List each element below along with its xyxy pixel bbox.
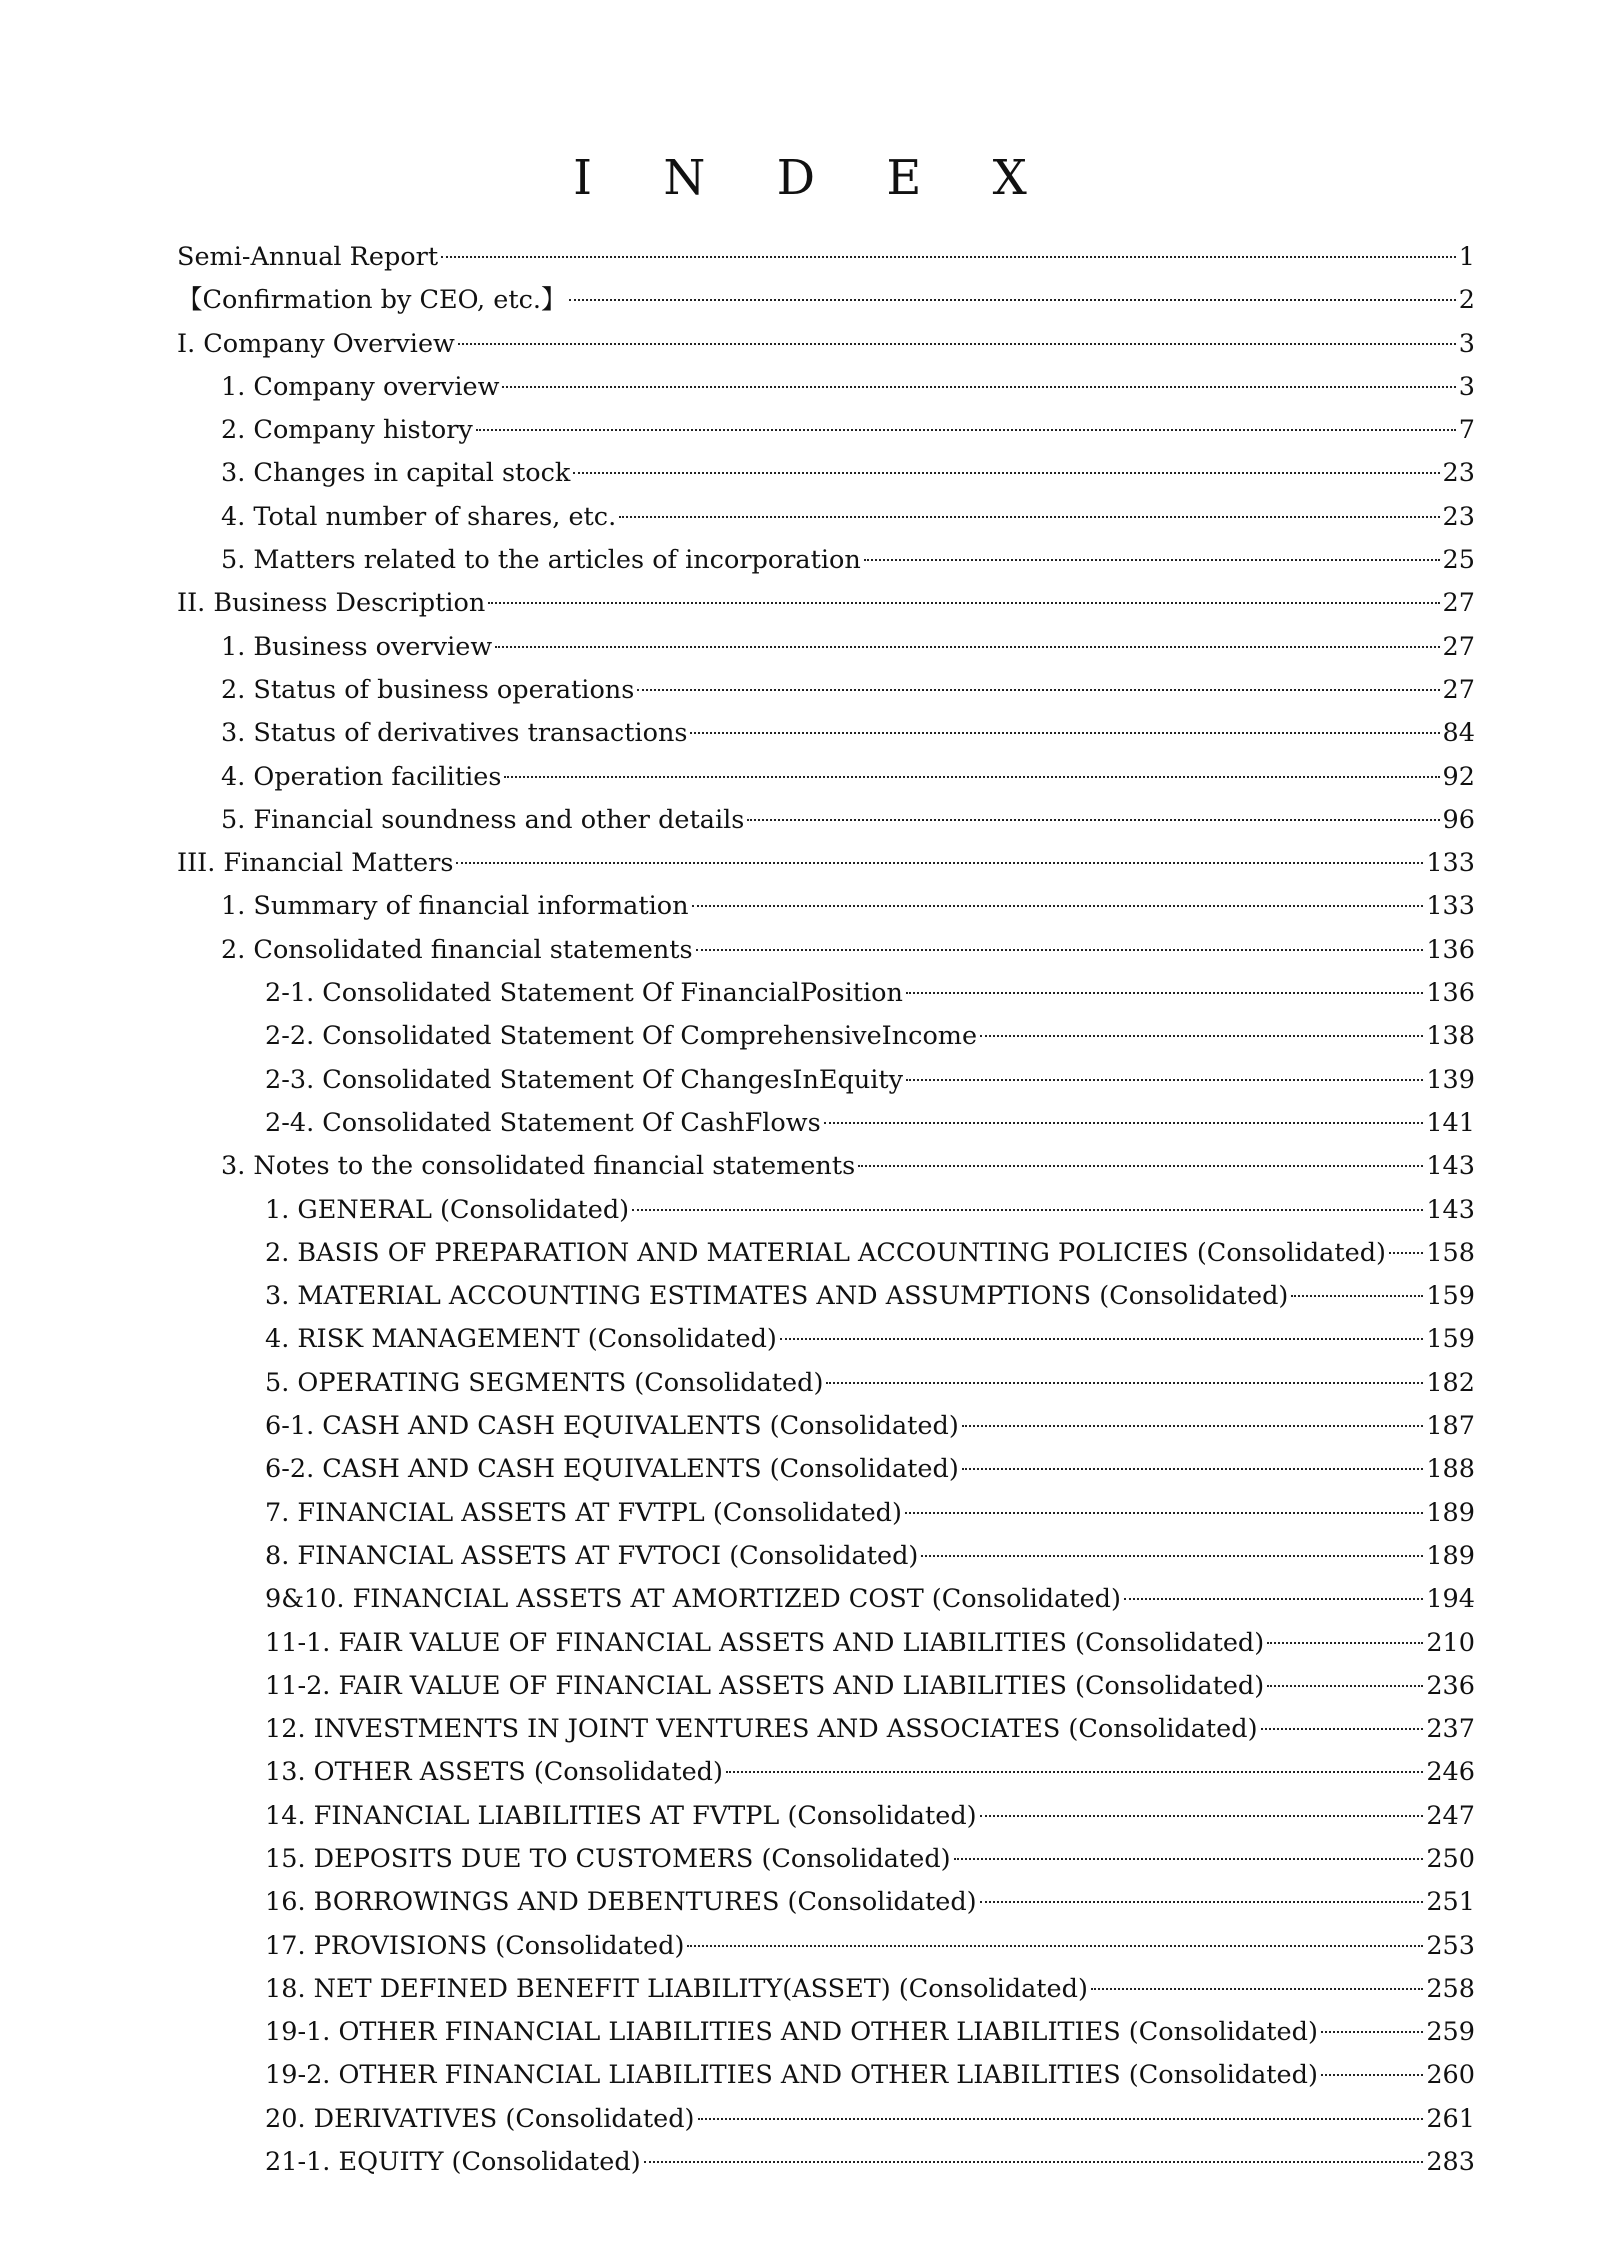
toc-page-number: 283 [1426, 2147, 1475, 2178]
toc-entry[interactable] [177, 496, 1475, 539]
toc-entry[interactable] [177, 1448, 1475, 1491]
toc-entry-label: 2-2. Consolidated Statement Of ComprehensiveIncome [265, 1021, 978, 1052]
toc-page-number: 194 [1426, 1584, 1475, 1615]
toc-page-number: 189 [1426, 1497, 1475, 1528]
toc-page-number: 210 [1426, 1627, 1475, 1658]
toc-page-number: 2 [1458, 285, 1475, 316]
toc-page-number: 143 [1426, 1194, 1475, 1225]
toc-dot-leader [573, 472, 1439, 474]
toc-dot-leader [696, 949, 1424, 951]
toc-entry-label: 2-1. Consolidated Statement Of FinancialPosition [265, 978, 903, 1009]
toc-dot-leader [864, 559, 1440, 561]
toc-entry[interactable] [177, 1838, 1475, 1881]
toc-entry[interactable] [177, 2054, 1475, 2097]
toc-dot-leader [1321, 2074, 1423, 2076]
toc-entry[interactable] [177, 2098, 1475, 2141]
toc-dot-leader [632, 1209, 1423, 1211]
toc-dot-leader [962, 1425, 1424, 1427]
toc-page-number: 236 [1426, 1670, 1475, 1701]
toc-dot-leader [962, 1468, 1424, 1470]
toc-entry[interactable] [177, 2011, 1475, 2054]
toc-entry-label: 8. FINANCIAL ASSETS AT FVTOCI (Consolidated) [265, 1540, 919, 1571]
toc-page-number: 250 [1426, 1843, 1475, 1874]
toc-dot-leader [726, 1771, 1423, 1773]
toc-page-number: 3 [1458, 371, 1475, 402]
toc-entry[interactable] [177, 1362, 1475, 1405]
toc-entry-label: 18. NET DEFINED BENEFIT LIABILITY(ASSET) (Consolidated) [265, 1973, 1088, 2004]
toc-entry[interactable] [177, 1925, 1475, 1968]
toc-page-number: 27 [1442, 674, 1475, 705]
toc-entry[interactable] [177, 1059, 1475, 1102]
toc-page-number: 139 [1426, 1064, 1475, 1095]
toc-page-number: 253 [1426, 1930, 1475, 1961]
toc-page-number: 1 [1458, 242, 1475, 272]
toc-page-number: 251 [1426, 1887, 1475, 1918]
toc-entry[interactable] [177, 669, 1475, 712]
toc-dot-leader [1267, 1685, 1423, 1687]
toc-page-number: 158 [1426, 1237, 1475, 1268]
toc-entry[interactable] [177, 1578, 1475, 1621]
toc-entry-label: 11-1. FAIR VALUE OF FINANCIAL ASSETS AND LIABILITIES (Consolidated) [265, 1627, 1265, 1658]
toc-dot-leader [1091, 1988, 1423, 1990]
toc-dot-leader [1267, 1642, 1423, 1644]
toc-entry-label: 6-1. CASH AND CASH EQUIVALENTS (Consolidated) [265, 1411, 959, 1442]
toc-dot-leader [980, 1815, 1424, 1817]
toc-dot-leader [780, 1338, 1423, 1340]
toc-dot-leader [441, 256, 1456, 258]
toc-dot-leader [905, 1512, 1423, 1514]
toc-dot-leader [1261, 1728, 1424, 1730]
toc-entry[interactable] [177, 1318, 1475, 1361]
toc-page-number: 141 [1426, 1107, 1475, 1138]
toc-dot-leader [1291, 1295, 1423, 1297]
toc-entry-label: 15. DEPOSITS DUE TO CUSTOMERS (Consolidated) [265, 1843, 951, 1874]
toc-dot-leader [619, 516, 1439, 518]
toc-dot-leader [980, 1035, 1423, 1037]
toc-dot-leader [858, 1165, 1423, 1167]
toc-entry-label: 5. Financial soundness and other details [221, 804, 745, 835]
toc-entry-label: 21-1. EQUITY (Consolidated) [265, 2147, 641, 2178]
toc-entry[interactable] [177, 1102, 1475, 1145]
toc-page-number: 27 [1442, 631, 1475, 662]
toc-page-number: 133 [1426, 848, 1475, 879]
toc-entry-label: 4. Total number of shares, etc. [221, 501, 617, 532]
toc-entry[interactable] [177, 279, 1475, 322]
toc-dot-leader [458, 343, 1456, 345]
toc-entry[interactable] [177, 236, 1475, 279]
toc-entry-label: III. Financial Matters [177, 848, 454, 879]
toc-entry-label: 2. Consolidated financial statements [221, 934, 693, 965]
table-of-contents [177, 236, 1475, 2184]
toc-entry-label: 20. DERIVATIVES (Consolidated) [265, 2103, 695, 2134]
toc-page-number: 138 [1426, 1021, 1475, 1052]
toc-entry[interactable] [177, 929, 1475, 972]
toc-entry-label: 11-2. FAIR VALUE OF FINANCIAL ASSETS AND LIABILITIES (Consolidated) [265, 1670, 1265, 1701]
toc-entry[interactable] [177, 1015, 1475, 1058]
toc-entry-label: 3. Notes to the consolidated financial statements [221, 1151, 856, 1182]
toc-page-number: 7 [1458, 415, 1475, 446]
toc-entry-label: 1. Summary of financial information [221, 891, 689, 922]
toc-entry[interactable] [177, 452, 1475, 495]
toc-dot-leader [504, 776, 1439, 778]
toc-entry[interactable] [177, 626, 1475, 669]
toc-dot-leader [906, 992, 1423, 994]
toc-entry-label: 16. BORROWINGS AND DEBENTURES (Consolidated) [265, 1887, 977, 1918]
toc-page-number: 159 [1426, 1281, 1475, 1312]
toc-entry-label: 19-2. OTHER FINANCIAL LIABILITIES AND OTHER LIABILITIES (Consolidated) [265, 2060, 1318, 2091]
toc-entry[interactable] [177, 1968, 1475, 2011]
toc-entry[interactable] [177, 712, 1475, 755]
toc-page-number: 247 [1426, 1800, 1475, 1831]
toc-entry-label: 13. OTHER ASSETS (Consolidated) [265, 1757, 723, 1788]
toc-dot-leader [698, 2118, 1424, 2120]
toc-entry[interactable] [177, 756, 1475, 799]
toc-entry-label: 9&10. FINANCIAL ASSETS AT AMORTIZED COST (Consolidated) [265, 1584, 1121, 1615]
toc-entry-label: 2-4. Consolidated Statement Of CashFlows [265, 1107, 821, 1138]
toc-entry[interactable] [177, 323, 1475, 366]
toc-entry[interactable] [177, 1405, 1475, 1448]
toc-entry-label: 4. Operation facilities [221, 761, 502, 792]
toc-entry-label: 1. Business overview [221, 631, 493, 662]
toc-dot-leader [690, 732, 1439, 734]
toc-page-number: 136 [1426, 934, 1475, 965]
toc-entry[interactable] [177, 409, 1475, 452]
page-title: I N D E X [573, 150, 1055, 206]
toc-entry[interactable] [177, 842, 1475, 885]
toc-entry[interactable] [177, 799, 1475, 842]
toc-page-number: 259 [1426, 2017, 1475, 2048]
toc-dot-leader [637, 689, 1439, 691]
toc-entry-label: 5. Matters related to the articles of incorporation [221, 545, 861, 576]
toc-page-number: 23 [1442, 501, 1475, 532]
toc-entry-label: 3. MATERIAL ACCOUNTING ESTIMATES AND ASSUMPTIONS (Consolidated) [265, 1281, 1289, 1312]
toc-dot-leader [644, 2161, 1424, 2163]
toc-entry-label: 14. FINANCIAL LIABILITIES AT FVTPL (Consolidated) [265, 1800, 977, 1831]
toc-entry[interactable] [177, 1232, 1475, 1275]
toc-entry[interactable] [177, 1275, 1475, 1318]
toc-dot-leader [906, 1079, 1423, 1081]
toc-dot-leader [476, 429, 1456, 431]
toc-page-number: 258 [1426, 1973, 1475, 2004]
toc-entry-label: 4. RISK MANAGEMENT (Consolidated) [265, 1324, 777, 1355]
toc-entry[interactable] [177, 2141, 1475, 2184]
toc-entry[interactable] [177, 1795, 1475, 1838]
toc-entry-label: Semi-Annual Report [177, 242, 439, 272]
toc-entry-label: 7. FINANCIAL ASSETS AT FVTPL (Consolidated) [265, 1497, 902, 1528]
toc-page-number: 136 [1426, 978, 1475, 1009]
toc-dot-leader [692, 905, 1424, 907]
toc-page-number: 25 [1442, 545, 1475, 576]
toc-entry-label: 2. BASIS OF PREPARATION AND MATERIAL ACCOUNTING POLICIES (Consolidated) [265, 1237, 1386, 1268]
toc-page-number: 246 [1426, 1757, 1475, 1788]
toc-page-number: 260 [1426, 2060, 1475, 2091]
toc-page-number: 96 [1442, 804, 1475, 835]
toc-dot-leader [824, 1122, 1424, 1124]
toc-entry[interactable] [177, 1881, 1475, 1924]
toc-entry-label: II. Business Description [177, 588, 486, 619]
toc-page-number: 189 [1426, 1540, 1475, 1571]
toc-page-number: 23 [1442, 458, 1475, 489]
toc-dot-leader [488, 602, 1439, 604]
toc-entry-label: 12. INVESTMENTS IN JOINT VENTURES AND ASSOCIATES (Consolidated) [265, 1714, 1258, 1745]
toc-page-number: 159 [1426, 1324, 1475, 1355]
toc-page-number: 188 [1426, 1454, 1475, 1485]
toc-dot-leader [569, 299, 1455, 301]
toc-entry-label: 5. OPERATING SEGMENTS (Consolidated) [265, 1367, 824, 1398]
toc-entry[interactable] [177, 366, 1475, 409]
toc-entry-label: I. Company Overview [177, 328, 455, 359]
toc-dot-leader [980, 1901, 1424, 1903]
toc-page-number: 182 [1426, 1367, 1475, 1398]
toc-dot-leader [826, 1382, 1423, 1384]
toc-page-number: 143 [1426, 1151, 1475, 1182]
toc-page-number: 3 [1458, 328, 1475, 359]
toc-dot-leader [502, 386, 1455, 388]
toc-entry[interactable] [177, 1492, 1475, 1535]
toc-entry[interactable] [177, 1751, 1475, 1794]
toc-page-number: 133 [1426, 891, 1475, 922]
toc-dot-leader [1124, 1598, 1423, 1600]
toc-entry[interactable] [177, 885, 1475, 928]
toc-dot-leader [954, 1858, 1424, 1860]
toc-entry[interactable] [177, 582, 1475, 625]
toc-page-number: 187 [1426, 1411, 1475, 1442]
toc-entry-label: 2. Status of business operations [221, 674, 635, 705]
toc-page-number: 237 [1426, 1714, 1475, 1745]
toc-dot-leader [747, 819, 1439, 821]
toc-entry[interactable] [177, 1708, 1475, 1751]
toc-page-number: 261 [1426, 2103, 1475, 2134]
toc-page-number: 92 [1442, 761, 1475, 792]
toc-dot-leader [456, 862, 1423, 864]
toc-entry-label: 19-1. OTHER FINANCIAL LIABILITIES AND OTHER LIABILITIES (Consolidated) [265, 2017, 1318, 2048]
toc-entry-label: 17. PROVISIONS (Consolidated) [265, 1930, 685, 1961]
toc-entry[interactable] [177, 1189, 1475, 1232]
toc-dot-leader [495, 646, 1439, 648]
toc-entry-label: 6-2. CASH AND CASH EQUIVALENTS (Consolidated) [265, 1454, 959, 1485]
toc-entry-label: 2-3. Consolidated Statement Of ChangesInEquity [265, 1064, 904, 1095]
toc-dot-leader [921, 1555, 1423, 1557]
toc-entry-label: 3. Changes in capital stock [221, 458, 571, 489]
toc-dot-leader [687, 1945, 1423, 1947]
toc-entry-label: 【Confirmation by CEO, etc.】 [177, 285, 567, 316]
toc-entry[interactable] [177, 539, 1475, 582]
toc-entry[interactable] [177, 972, 1475, 1015]
toc-dot-leader [1389, 1252, 1423, 1254]
toc-entry[interactable] [177, 1622, 1475, 1665]
toc-entry-label: 3. Status of derivatives transactions [221, 718, 688, 749]
toc-page-number: 84 [1442, 718, 1475, 749]
toc-entry-label: 1. Company overview [221, 371, 500, 402]
toc-entry[interactable] [177, 1535, 1475, 1578]
toc-entry-label: 1. GENERAL (Consolidated) [265, 1194, 630, 1225]
toc-entry-label: 2. Company history [221, 415, 473, 446]
toc-entry[interactable] [177, 1145, 1475, 1188]
toc-page-number: 27 [1442, 588, 1475, 619]
toc-dot-leader [1321, 2031, 1423, 2033]
toc-entry[interactable] [177, 1665, 1475, 1708]
